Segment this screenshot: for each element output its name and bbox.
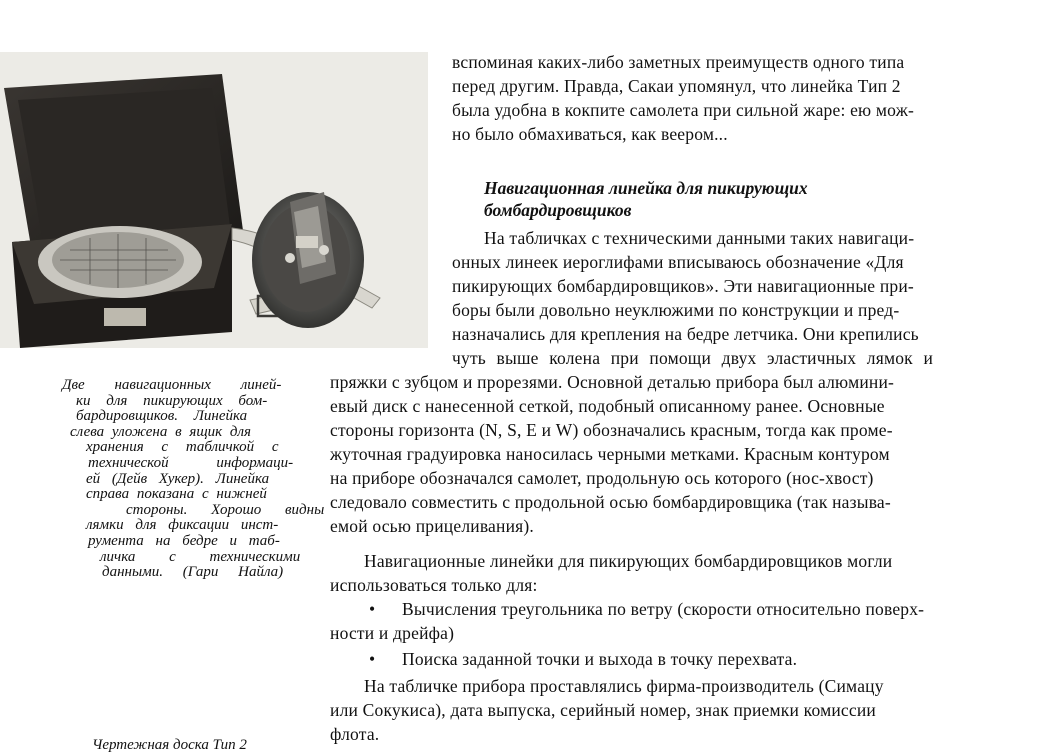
text-line: флота. bbox=[330, 724, 380, 744]
text-line: онных линеек иероглифами вписываюсь обозначение «Для bbox=[452, 252, 904, 272]
text-line: следовало совместить с продольной осью бомбардировщика (так называ- bbox=[330, 492, 891, 512]
text-line: евый диск с нанесенной сеткой, подобный описанному ранее. Основные bbox=[330, 396, 885, 416]
text-line: чуть выше колена при помощи двух эластичных лямок и bbox=[452, 348, 934, 368]
text-line: перед другим. Правда, Сакаи упомянул, что линейка Тип 2 bbox=[452, 76, 901, 96]
text-line: боры были довольно неуклюжими по конструкции и пред- bbox=[452, 300, 900, 320]
text-line: Навигационные линейки для пикирующих бомбардировщиков могли bbox=[364, 551, 893, 571]
photo-illustration bbox=[0, 52, 428, 348]
navigation-rulers-photo bbox=[0, 52, 428, 348]
caption-line: Чертежная доска Тип 2 bbox=[92, 737, 247, 753]
caption-line: ей (Дейв Хукер). Линейка bbox=[86, 470, 270, 487]
caption-line: личка с техническими bbox=[100, 548, 301, 565]
text-line: жуточная градуировка наносилась черными метками. Красным контуром bbox=[330, 444, 890, 464]
caption-line: румента на бедре и таб- bbox=[88, 533, 280, 549]
heading-line: Навигационная линейка для пикирующих bbox=[484, 178, 808, 198]
caption-line: технической информаци- bbox=[88, 455, 294, 471]
text-line: На табличках с техническими данными таких навигаци- bbox=[484, 228, 915, 248]
caption-line: бардировщиков. Линейка bbox=[76, 408, 248, 425]
caption-line: ки для пикирующих бом- bbox=[76, 392, 268, 409]
text-line: использоваться только для: bbox=[330, 575, 538, 595]
text-line: Вычисления треугольника по ветру (скорости относительно поверх- bbox=[402, 599, 925, 619]
text-line: но было обмахиваться, как веером... bbox=[452, 124, 728, 144]
caption-line: данными. (Гари Найла) bbox=[102, 564, 284, 581]
text-line: На табличке прибора проставлялись фирма-производитель (Симацу bbox=[364, 676, 884, 696]
text-line: пикирующих бомбардировщиков». Эти навигационные при- bbox=[452, 276, 914, 296]
text-line: вспоминая каких-либо заметных преимуществ одного типа bbox=[452, 52, 905, 72]
bullet-icon: • bbox=[369, 599, 376, 619]
text-line: Поиска заданной точки и выхода в точку перехвата. bbox=[402, 649, 798, 669]
text-line: ности и дрейфа) bbox=[330, 623, 455, 643]
caption-line: лямки для фиксации инст- bbox=[86, 517, 279, 534]
caption-line: справа показана с нижней bbox=[86, 486, 267, 503]
bullet-icon: • bbox=[369, 649, 376, 669]
caption-line: слева уложена в ящик для bbox=[70, 423, 252, 440]
text-line: была удобна в кокпите самолета при сильной жаре: ею мож- bbox=[452, 100, 915, 120]
text-line: пряжки с зубцом и прорезями. Основной деталью прибора был алюмини- bbox=[330, 372, 895, 392]
text-line: или Сокукиса), дата выпуска, серийный номер, знак приемки комиссии bbox=[330, 700, 876, 720]
text-line: стороны горизонта (N, S, E и W) обозначались красным, тогда как проме- bbox=[330, 420, 893, 440]
caption-line: хранения с табличкой с bbox=[86, 439, 279, 456]
caption-line: стороны. Хорошо видны bbox=[126, 501, 325, 518]
data-plate bbox=[104, 308, 146, 326]
text-line: на приборе обозначался самолет, продольную ось которого (нос-хвост) bbox=[330, 468, 874, 488]
text-line: емой осью прицеливания). bbox=[330, 516, 535, 536]
text-line: назначались для крепления на бедре летчика. Они крепились bbox=[452, 324, 919, 344]
caption-line: Две навигационных линей- bbox=[62, 377, 282, 393]
heading-line: бомбардировщиков bbox=[484, 200, 632, 220]
